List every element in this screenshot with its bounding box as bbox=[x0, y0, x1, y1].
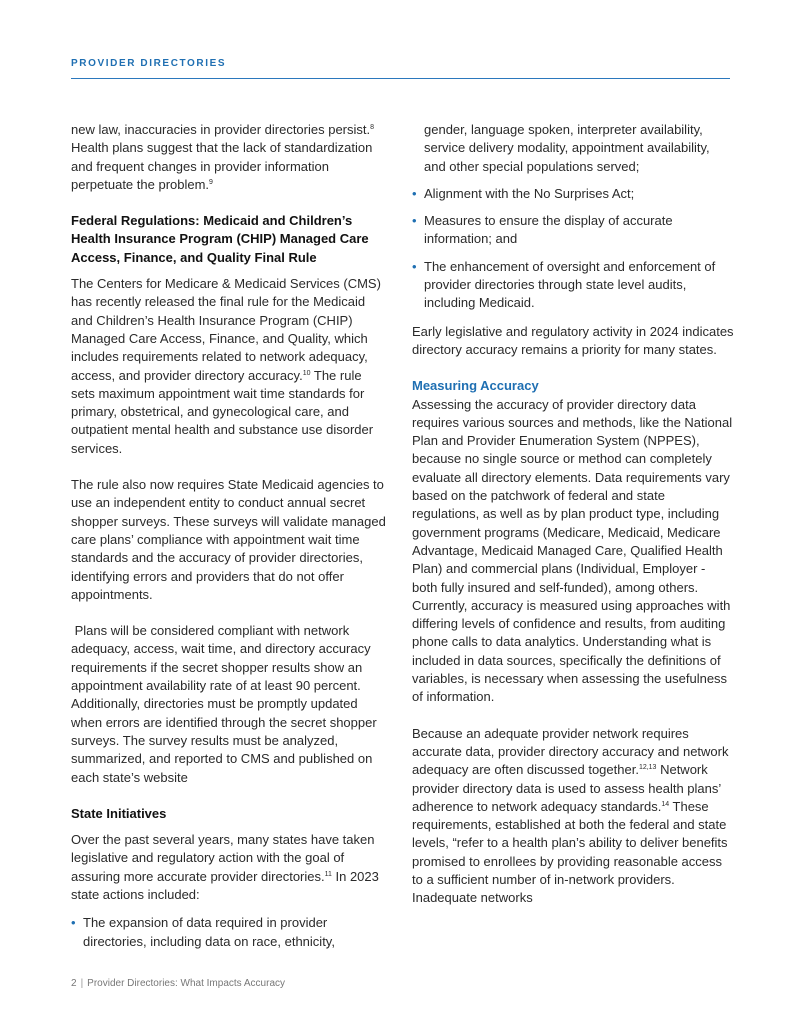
text-run: Over the past several years, many states have taken legislative and regulatory action with the goal of assuring more accurate provider directories. bbox=[71, 832, 375, 884]
footnote-ref: 11 bbox=[324, 870, 332, 878]
footnote-ref: 14 bbox=[661, 800, 670, 808]
footnote-ref: 10 bbox=[302, 369, 311, 377]
bullet-icon: • bbox=[412, 185, 417, 201]
list-item-text: Alignment with the No Surprises Act; bbox=[424, 185, 635, 201]
footnote-ref: 12,13 bbox=[638, 764, 657, 772]
text-run: The Centers for Medicare & Medicaid Services (CMS) has recently released the final rule for the Medicaid and Children’s Health Insurance Program (CHIP) Managed Care Access, Finance, and Quality, which includes requirements related to network adequacy, access, and provider directory accuracy. bbox=[71, 276, 381, 383]
right-paragraph-1: Early legislative and regulatory activity in 2024 indicates directory accuracy remains a priority for many states. bbox=[412, 323, 734, 357]
footnote-ref: 8 bbox=[370, 124, 375, 131]
left-paragraph-4: Plans will be considered compliant with network adequacy, access, wait time, and directory accuracy requirements if the secret shopper results show an appointment availability rate of at least 90 percent. Additionally, directories must be promptly updated when errors are identified through the secret shopper surveys. The survey results must be analyzed, summarized, and reported to CMS and published on each state’s website bbox=[71, 623, 381, 785]
list-item bbox=[412, 212, 734, 249]
text-run: new law, inaccuracies in provider directories persist. bbox=[71, 122, 371, 137]
left-paragraph-2 bbox=[71, 275, 389, 458]
header-rule bbox=[71, 78, 730, 79]
right-paragraph-3 bbox=[412, 725, 734, 908]
state-actions-list-continued bbox=[412, 185, 734, 313]
right-column bbox=[412, 121, 734, 926]
footnote-ref: 9 bbox=[209, 178, 213, 186]
left-paragraph-3: The rule also now requires State Medicaid agencies to use an independent entity to conduct annual secret shopper surveys. These surveys will validate managed care plans’ compliance with appointment wait time standards and the accuracy of provider directories, identifying errors and providers that do not offer appointments. bbox=[71, 477, 386, 602]
text-run: These requirements, established at both the federal and state levels, “refer to a health plan’s ability to deliver benefits promised to enrollees by providing reasonable access to a sufficient number of in-network providers. Inadequate networks bbox=[412, 798, 728, 906]
footer-separator: | bbox=[80, 978, 84, 989]
text-run: In 2023 state actions included: bbox=[71, 868, 379, 902]
list-item bbox=[71, 914, 389, 951]
heading-state-initiatives: State Initiatives bbox=[71, 805, 167, 821]
list-item-continuation: gender, language spoken, interpreter availability, service delivery modality, appointment availability, and other special populations served; bbox=[424, 122, 710, 174]
bullet-icon: • bbox=[412, 258, 417, 274]
bullet-icon: • bbox=[412, 213, 417, 229]
right-paragraph-2: Assessing the accuracy of provider directory data requires various sources and methods, like the National Plan and Provider Enumeration System (NPPES), because no single source or method can completely evaluate all directory elements. Data requirements vary based on the patchwork of federal and state regulations, as well as by plan product type, including government programs (Medicare, Medicaid, Medicare Advantage, Medicaid Managed Care, Qualified Health Plan) and commercial plans (Individual, Employer - both fully insured and self-funded), among others. Currently, accuracy is measured using approaches with differing levels of confidence and results, from auditing phone calls to data analytics. Understanding what is included in data sources, specifically the definitions of variables, is necessary when assessing the usefulness of information. bbox=[412, 396, 733, 705]
bullet-icon: • bbox=[71, 915, 76, 931]
list-item bbox=[412, 185, 734, 203]
left-paragraph-5 bbox=[71, 831, 389, 904]
text-run: Health plans suggest that the lack of standardization and frequent changes in provider information perpetuate the problem. bbox=[71, 140, 373, 192]
list-item bbox=[412, 258, 734, 313]
list-item-text: The expansion of data required in provider directories, including data on race, ethnicity, bbox=[83, 915, 335, 949]
text-run: The rule sets maximum appointment wait time standards for primary, obstetrical, and gynecological care, and outpatient mental health and substance use disorder services. bbox=[71, 367, 374, 456]
heading-federal-regulations: Federal Regulations: Medicaid and Children’s Health Insurance Program (CHIP) Managed Care Access, Finance, and Quality Final Rule bbox=[71, 213, 369, 265]
footer-doc-title: Provider Directories: What Impacts Accuracy bbox=[87, 978, 286, 989]
list-item-text: The enhancement of oversight and enforcement of provider directories through state level audits, including Medicaid. bbox=[424, 258, 716, 311]
page-footer bbox=[71, 978, 285, 989]
text-run: Because an adequate provider network requires accurate data, provider directory accuracy and network adequacy are often discussed together. bbox=[412, 725, 729, 778]
section-header-label: PROVIDER DIRECTORIES bbox=[71, 58, 227, 69]
left-paragraph-1 bbox=[71, 121, 389, 194]
state-actions-list bbox=[71, 914, 389, 951]
page-number: 2 bbox=[71, 978, 77, 989]
heading-measuring-accuracy: Measuring Accuracy bbox=[412, 378, 539, 394]
left-column bbox=[71, 121, 389, 961]
list-item-text: Measures to ensure the display of accurate information; and bbox=[424, 213, 673, 247]
text-run: Network provider directory data is used to assess health plans’ adherence to network adequacy standards. bbox=[412, 762, 721, 814]
